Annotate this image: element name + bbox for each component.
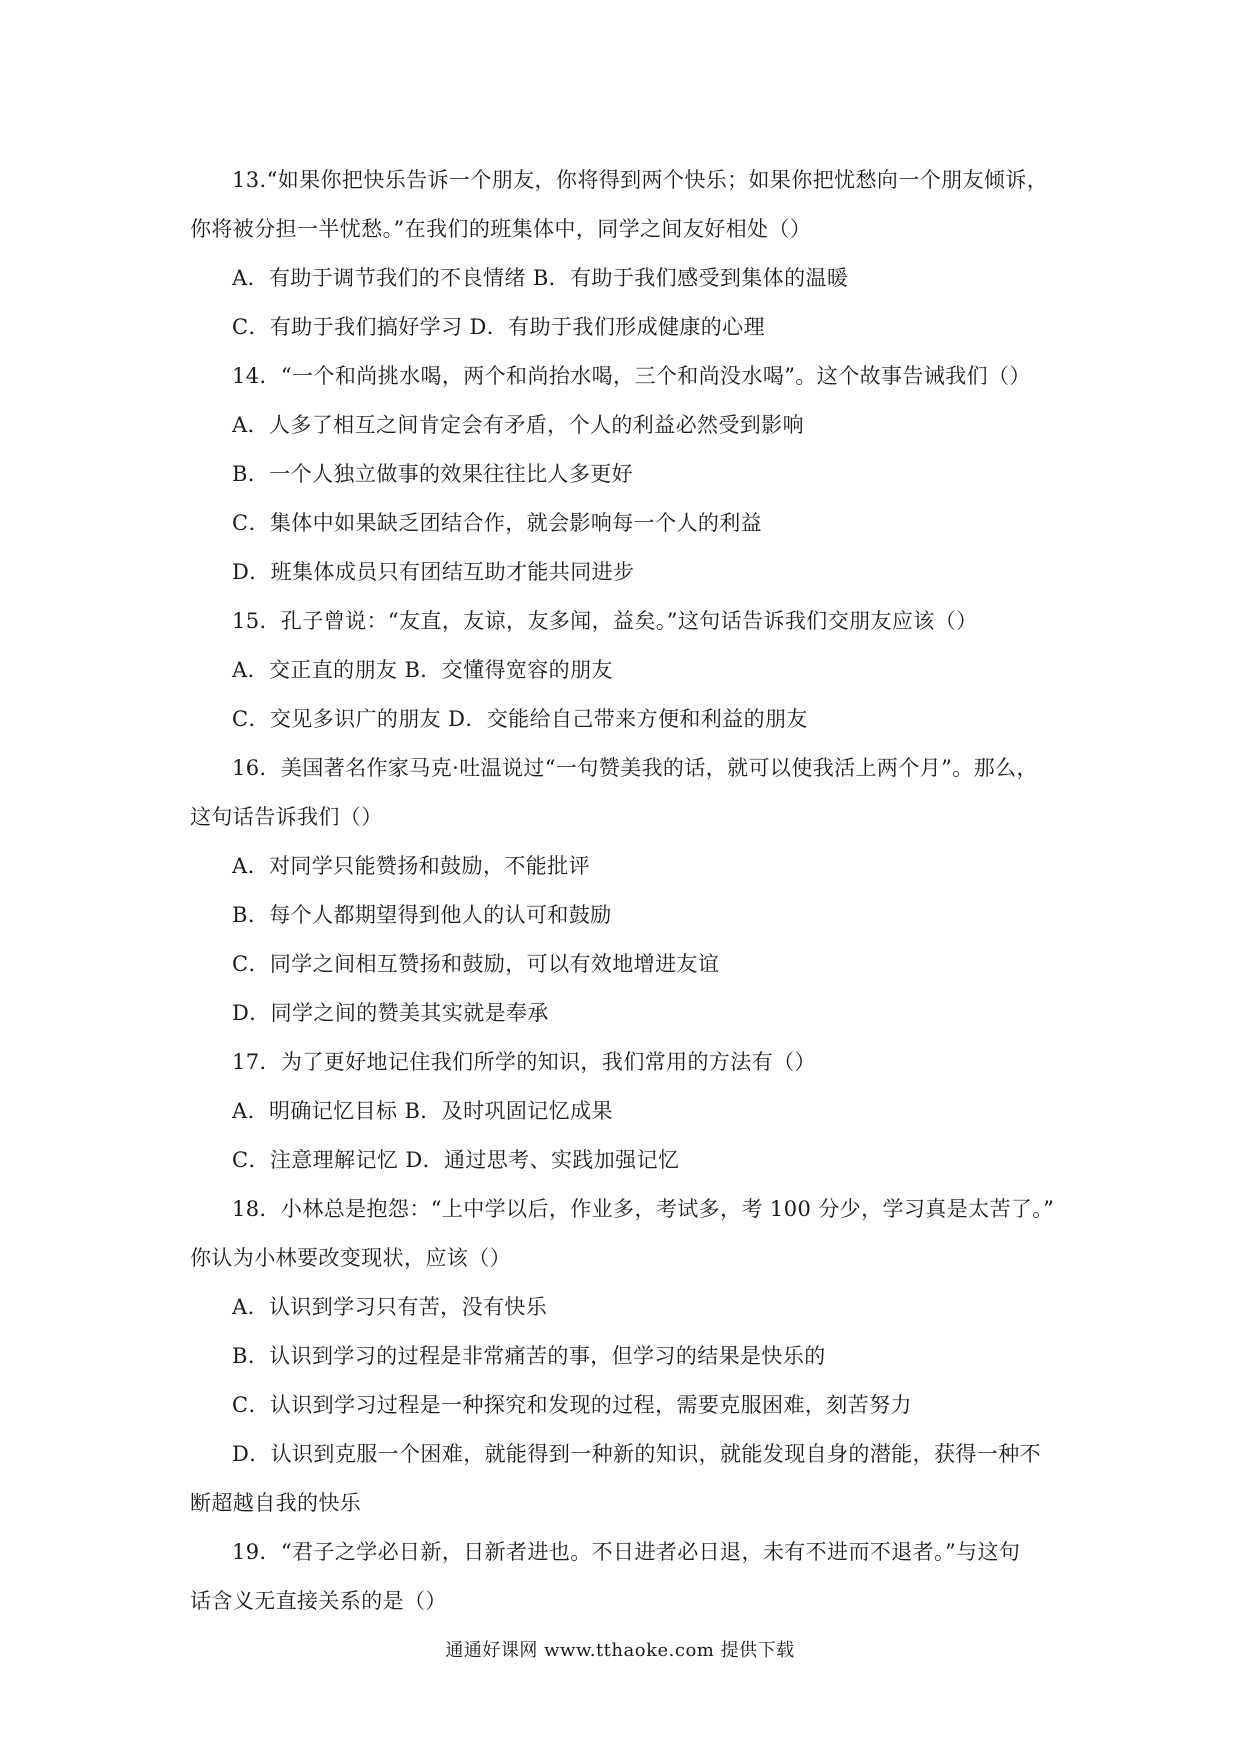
question-14-option-b: B．一个人独立做事的效果往往比人多更好 [232,462,634,486]
question-list [190,156,1068,1626]
question-16-option-d: D．同学之间的赞美其实就是奉承 [232,1001,549,1025]
question-18-option-a: A．认识到学习只有苦，没有快乐 [232,1295,548,1319]
question-18-option-c: C．认识到学习过程是一种探究和发现的过程，需要克服困难，刻苦努力 [232,1393,912,1417]
question-18-stem-line-2: 你认为小林要改变现状，应该（） [190,1246,511,1270]
question-13-option-ab: A．有助于调节我们的不良情绪 B．有助于我们感受到集体的温暖 [232,266,849,290]
question-16-stem-line-2: 这句话告诉我们（） [190,805,383,829]
question-16-option-b: B．每个人都期望得到他人的认可和鼓励 [232,903,612,927]
question-18-option-d-line-1: D．认识到克服一个困难，就能得到一种新的知识，就能发现自身的潜能，获得一种不 [232,1442,1042,1466]
question-15-stem: 15．孔子曾说：“友直，友谅，友多闻，益矣。”这句话告诉我们交朋友应该（） [232,609,978,633]
question-19-stem-line-2: 话含义无直接关系的是（） [190,1589,447,1613]
question-16-option-c: C．同学之间相互赞扬和鼓励，可以有效地增进友谊 [232,952,720,976]
question-17-option-cd: C．注意理解记忆 D．通过思考、实践加强记忆 [232,1148,680,1172]
question-14-option-c: C．集体中如果缺乏团结合作，就会影响每一个人的利益 [232,511,763,535]
question-16-stem-line-1: 16．美国著名作家马克·吐温说过“一句赞美我的话，就可以使我活上两个月”。那么， [232,756,1038,780]
question-13-stem-line-2: 你将被分担一半忧愁。”在我们的班集体中，同学之间友好相处（） [190,217,812,241]
question-19-stem-line-1: 19．“君子之学必日新，日新者进也。不日进者必日退，未有不进而不退者。”与这句 [232,1540,1021,1564]
question-17-option-ab: A．明确记忆目标 B．及时巩固记忆成果 [232,1099,613,1123]
question-14-option-a: A．人多了相互之间肯定会有矛盾，个人的利益必然受到影响 [232,413,804,437]
page-footer: 通通好课网 www.tthaoke.com 提供下载 [445,1640,795,1661]
question-15-option-cd: C．交见多识广的朋友 D．交能给自己带来方便和利益的朋友 [232,707,808,731]
question-13-option-cd: C．有助于我们搞好学习 D．有助于我们形成健康的心理 [232,315,765,339]
question-18-stem-line-1: 18．小林总是抱怨：“上中学以后，作业多，考试多，考 100 分少，学习真是太苦了。” [232,1197,1055,1221]
question-13-stem-line-1: 13.“如果你把快乐告诉一个朋友，你将得到两个快乐；如果你把忧愁向一个朋友倾诉， [232,168,1049,192]
question-16-option-a: A．对同学只能赞扬和鼓励，不能批评 [232,854,590,878]
question-15-option-ab: A．交正直的朋友 B．交懂得宽容的朋友 [232,658,613,682]
question-17-stem: 17．为了更好地记住我们所学的知识，我们常用的方法有（） [232,1050,816,1074]
question-18-option-b: B．认识到学习的过程是非常痛苦的事，但学习的结果是快乐的 [232,1344,826,1368]
question-14-option-d: D．班集体成员只有团结互助才能共同进步 [232,560,635,584]
question-14-stem: 14．“一个和尚挑水喝，两个和尚抬水喝，三个和尚没水喝”。这个故事告诫我们（） [232,364,1031,388]
question-18-option-d-line-2: 断超越自我的快乐 [190,1491,362,1515]
